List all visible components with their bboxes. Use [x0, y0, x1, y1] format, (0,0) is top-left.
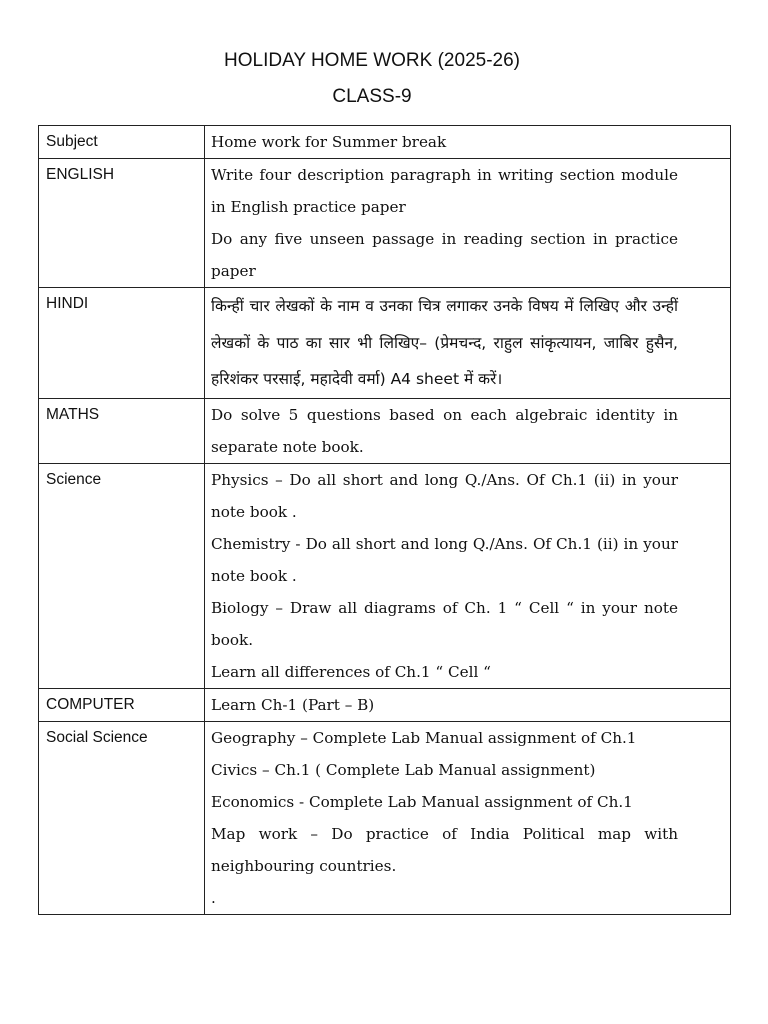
table-header-row	[39, 126, 731, 159]
homework-item: Physics – Do all short and long Q./Ans. Of Ch.1 (ii) in your note book .	[211, 470, 678, 521]
column-header-homework-text: Home work for Summer break	[211, 133, 447, 151]
subject-cell: Science	[39, 463, 205, 688]
subject-cell: Social Science	[39, 721, 205, 914]
homework-cell	[205, 398, 731, 463]
homework-cell	[205, 721, 731, 914]
homework-item: .	[211, 888, 216, 907]
homework-item: Learn all differences of Ch.1 “ Cell “	[211, 662, 491, 681]
table-row-english	[39, 159, 731, 288]
homework-item: Economics - Complete Lab Manual assignment of Ch.1	[211, 792, 633, 811]
subject-cell: COMPUTER	[39, 688, 205, 721]
homework-item: Biology – Draw all diagrams of Ch. 1 “ Cell “ in your note book.	[211, 598, 678, 649]
homework-item: किन्हीं चार लेखकों के नाम व उनका चित्र लगाकर उनके विषय में लिखिए और उन्हीं लेखकों के पाठ का सार भी लिखिए– (प्रेमचन्द, राहुल सांकृत्यायन, जाबिर हुसैन, हरिशंकर परसाई, महादेवी वर्मा) A4 sheet में करें।	[211, 297, 678, 388]
column-header-homework	[205, 126, 731, 159]
subject-cell: MATHS	[39, 398, 205, 463]
subject-cell: HINDI	[39, 288, 205, 399]
homework-item: Civics – Ch.1 ( Complete Lab Manual assignment)	[211, 760, 596, 779]
table-row-maths	[39, 398, 731, 463]
homework-item: Chemistry - Do all short and long Q./Ans. Of Ch.1 (ii) in your note book .	[211, 534, 678, 585]
homework-item: Write four description paragraph in writing section module in English practice paper	[211, 166, 678, 216]
table-row-hindi	[39, 288, 731, 399]
homework-cell	[205, 688, 731, 721]
table-row-science	[39, 463, 731, 688]
homework-item: Geography – Complete Lab Manual assignment of Ch.1	[211, 728, 637, 747]
document-title: HOLIDAY HOME WORK (2025-26)	[224, 50, 520, 71]
subject-cell: ENGLISH	[39, 159, 205, 288]
homework-item: Do solve 5 questions based on each algebraic identity in separate note book.	[211, 405, 678, 456]
column-header-subject: Subject	[39, 126, 205, 159]
homework-cell	[205, 463, 731, 688]
homework-cell	[205, 288, 731, 399]
homework-item: Learn Ch-1 (Part – B)	[211, 695, 375, 714]
homework-cell	[205, 159, 731, 288]
homework-table	[38, 125, 731, 915]
homework-item: Map work – Do practice of India Political map with neighbouring countries.	[211, 824, 678, 875]
table-row-social-science	[39, 721, 731, 914]
homework-item: Do any five unseen passage in reading section in practice paper	[211, 230, 678, 280]
class-label: CLASS-9	[332, 86, 412, 107]
table-row-computer	[39, 688, 731, 721]
